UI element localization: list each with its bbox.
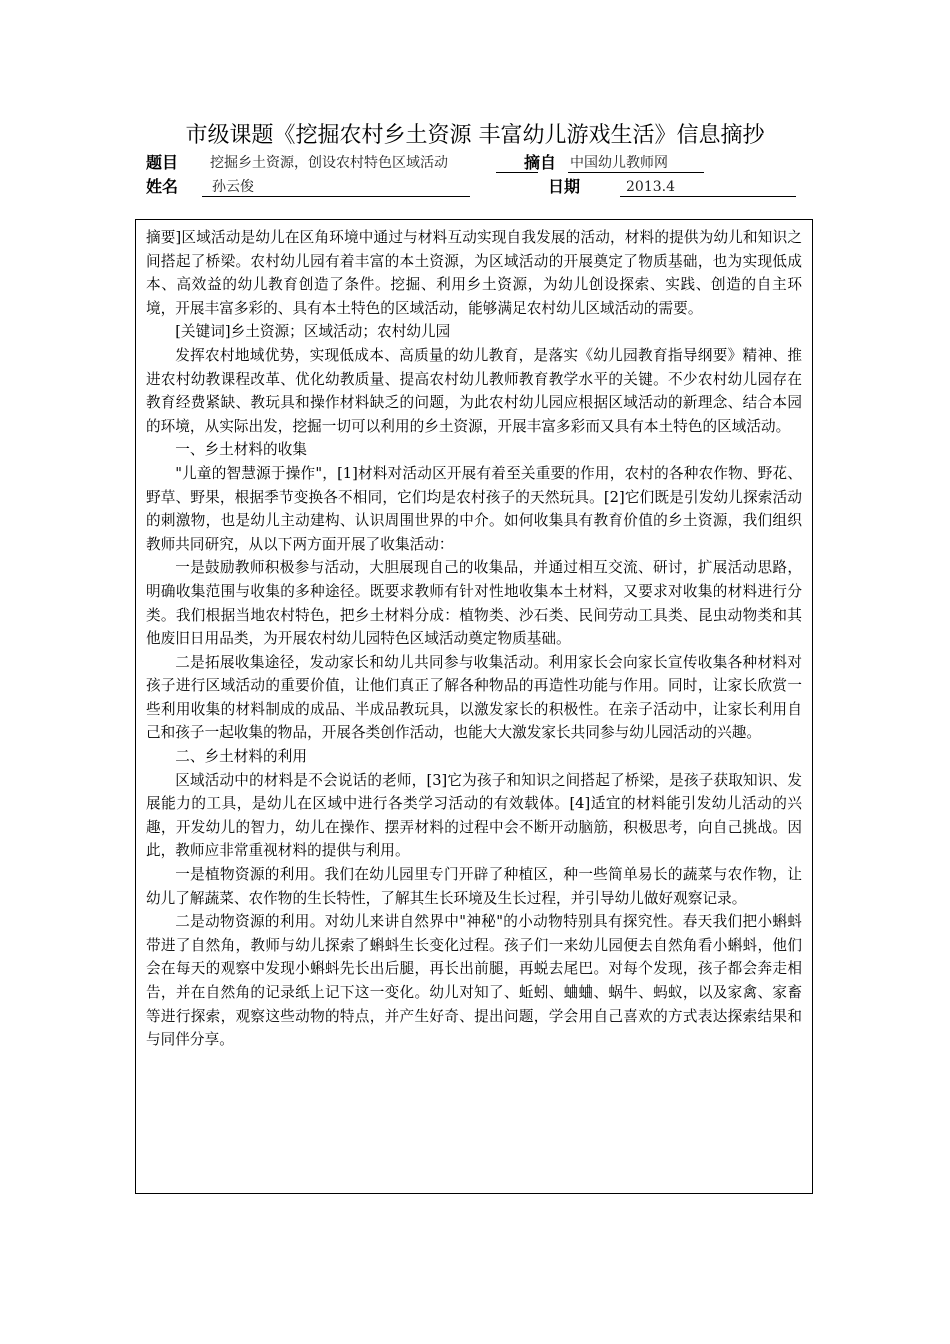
date-value: 2013.4 — [626, 179, 675, 195]
body-paragraph: 一是鼓励教师积极参与活动，大胆展现自己的收集品，并通过相互交流、研讨，扩展活动思路，明确收集范围与收集的多种途径。既要求教师有针对性地收集本土材料，又要求对收集的材料进行分类。我们根据当地农村特色，把乡土材料分成：植物类、沙石类、民间劳动工具类、昆虫动物类和其他废旧日用品类，为开展农村幼儿园特色区域活动奠定物质基础。 — [146, 559, 802, 648]
content-text — [146, 226, 802, 1052]
date-underline — [620, 196, 796, 197]
section-heading-utilization: 二、乡土材料的利用 — [175, 748, 307, 766]
body-paragraph: 发挥农村地域优势，实现低成本、高质量的幼儿教育，是落实《幼儿园教育指导纲要》精神、推进农村幼教课程改革、优化幼教质量、提高农村幼儿教师教育教学水平的关键。不少农村幼儿园存在教育经费紧缺、教玩具和操作材料缺乏的问题，为此农村幼儿园应根据区域活动的新理念、结合本园的环境，从实际出发，挖掘一切可以利用的乡土资源，开展丰富多彩而又具有本土特色的区域活动。 — [146, 346, 802, 435]
content-box — [135, 219, 813, 1194]
keywords-paragraph: [关键词]乡土资源；区域活动；农村幼儿园 — [175, 323, 451, 341]
body-paragraph: 一是植物资源的利用。我们在幼儿园里专门开辟了种植区，种一些简单易长的蔬菜与农作物，让幼儿了解蔬菜、农作物的生长特性，了解其生长环境及生长过程，并引导幼儿做好观察记录。 — [146, 866, 802, 907]
name-underline — [202, 196, 470, 197]
topic-value: 挖掘乡土资源，创设农村特色区域活动 — [210, 155, 448, 171]
body-paragraph: 二是拓展收集途径，发动家长和幼儿共同参与收集活动。利用家长会向家长宣传收集各种材料对孩子进行区域活动的重要价值，让他们真正了解各种物品的再造性功能与作用。同时，让家长欣赏一些利用收集的材料制成的成品、半成品教玩具，以激发家长的积极性。在亲子活动中，让家长利用自己和孩子一起收集的物品，开展各类创作活动，也能大大激发家长共同参与幼儿园活动的兴趣。 — [146, 653, 802, 742]
body-paragraph: 区域活动中的材料是不会说话的老师，[3]它为孩子和知识之间搭起了桥梁，是孩子获取知识、发展能力的工具，是幼儿在区域中进行各类学习活动的有效载体。[4]适宜的材料能引发幼儿活动的兴趣，开发幼儿的智力，幼儿在操作、摆弄材料的过程中会不断开动脑筋，积极思考，向自己挑战。因此，教师应非常重视材料的提供与利用。 — [146, 771, 802, 860]
name-value: 孙云俊 — [212, 179, 254, 195]
section-heading-collection: 一、乡土材料的收集 — [175, 441, 307, 459]
source-underline — [568, 172, 704, 173]
page-title: 市级课题《挖掘农村乡土资源 丰富幼儿游戏生活》信息摘抄 — [185, 123, 765, 148]
source-value: 中国幼儿教师网 — [570, 155, 668, 171]
name-label: 姓名 — [146, 177, 179, 196]
source-label: 摘自 — [524, 153, 557, 172]
body-paragraph: "儿童的智慧源于操作"，[1]材料对活动区开展有着至关重要的作用，农村的各种农作物、野花、野草、野果，根据季节变换各不相同，它们均是农村孩子的天然玩具。[2]它们既是引发幼儿探索活动的刺激物，也是幼儿主动建构、认识周围世界的中介。如何收集具有教育价值的乡土资源，我们组织教师共同研究，从以下两方面开展了收集活动： — [146, 464, 802, 553]
topic-label: 题目 — [146, 153, 179, 172]
body-paragraph: 二是动物资源的利用。对幼儿来讲自然界中"神秘"的小动物特别具有探究性。春天我们把小蝌蚪带进了自然角，教师与幼儿探索了蝌蚪生长变化过程。孩子们一来幼儿园便去自然角看小蝌蚪，他们会在每天的观察中发现小蝌蚪先长出后腿，再长出前腿，再蜕去尾巴。对每个发现，孩子都会奔走相告，并在自然角的记录纸上记下这一变化。幼儿对知了、蚯蚓、蛐蛐、蜗牛、蚂蚁，以及家禽、家畜等进行探索，观察这些动物的特点，并产生好奇、提出问题，学会用自己喜欢的方式表达探索结果和与同伴分享。 — [146, 913, 802, 1049]
name-date-row — [146, 176, 806, 200]
date-label: 日期 — [548, 177, 581, 196]
topic-source-row — [146, 152, 806, 176]
abstract-paragraph: 摘要]区域活动是幼儿在区角环境中通过与材料互动实现自我发展的活动，材料的提供为幼儿和知识之间搭起了桥梁。农村幼儿园有着丰富的本土资源，为区域活动的开展奠定了物质基础，也为实现低成本、高效益的幼儿教育创造了条件。挖掘、利用乡土资源，为幼儿创设探索、实践、创造的自主环境，开展丰富多彩的、具有本土特色的区域活动，能够满足农村幼儿区域活动的需要。 — [146, 229, 802, 317]
